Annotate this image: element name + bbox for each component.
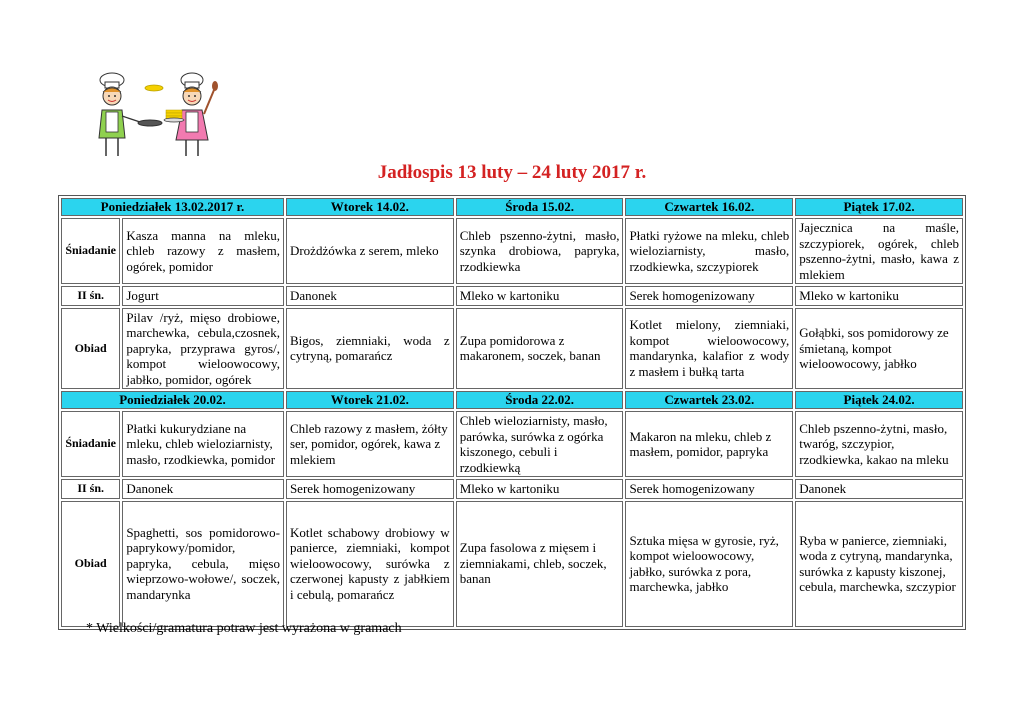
day-header: Czwartek 16.02. <box>625 198 793 216</box>
day-header: Poniedziałek 20.02. <box>61 391 284 409</box>
menu-cell: Drożdżówka z serem, mleko <box>286 218 454 284</box>
row-label-breakfast: Śniadanie <box>61 218 120 284</box>
menu-cell: Płatki ryżowe na mleku, chleb wieloziarnisty, masło, rzodkiewka, szczypiorek <box>625 218 793 284</box>
menu-cell: Mleko w kartoniku <box>456 286 624 306</box>
day-header: Wtorek 21.02. <box>286 391 454 409</box>
menu-cell: Makaron na mleku, chleb z masłem, pomidor, papryka <box>625 411 793 477</box>
menu-cell: Danonek <box>795 479 963 499</box>
menu-cell: Chleb pszenno-żytni, masło, twaróg, szczypior, rzodkiewka, kakao na mleku <box>795 411 963 477</box>
menu-cell: Zupa pomidorowa z makaronem, soczek, banan <box>456 308 624 390</box>
menu-cell: Chleb wieloziarnisty, masło, parówka, surówka z ogórka kiszonego, cebuli i rzodkiewką <box>456 411 624 477</box>
week1-header-row <box>61 198 963 216</box>
day-header: Wtorek 14.02. <box>286 198 454 216</box>
row-label-lunch: Obiad <box>61 308 120 390</box>
menu-cell: Serek homogenizowany <box>625 286 793 306</box>
menu-cell: Jogurt <box>122 286 284 306</box>
week2-second-breakfast-row <box>61 479 963 499</box>
week1-lunch-row <box>61 308 963 390</box>
menu-cell: Mleko w kartoniku <box>795 286 963 306</box>
row-label-lunch: Obiad <box>61 501 120 627</box>
menu-cell: Bigos, ziemniaki, woda z cytryną, pomarańcz <box>286 308 454 390</box>
week2-lunch-row <box>61 501 963 627</box>
menu-cell: Kotlet schabowy drobiowy w panierce, ziemniaki, kompot wieloowocowy, surówka z czerwonej kapusty z jabłkiem i cebulą, pomarańcz <box>286 501 454 627</box>
day-header: Poniedziałek 13.02.2017 r. <box>61 198 284 216</box>
menu-cell: Sztuka mięsa w gyrosie, ryż, kompot wieloowocowy, jabłko, surówka z pora, marchewka, jabłko <box>625 501 793 627</box>
week2-header-row <box>61 391 963 409</box>
menu-cell: Kotlet mielony, ziemniaki, kompot wieloowocowy, mandarynka, kalafior z wody z masłem i bułką tarta <box>625 308 793 390</box>
day-header: Czwartek 23.02. <box>625 391 793 409</box>
row-label-second-breakfast: II śn. <box>61 479 120 499</box>
menu-cell: Danonek <box>122 479 284 499</box>
cartoon-chefs-cooking-icon <box>92 70 232 162</box>
day-header: Piątek 17.02. <box>795 198 963 216</box>
menu-cell: Ryba w panierce, ziemniaki, woda z cytryną, mandarynka, surówka z kapusty kiszonej, cebula, marchewka, szczypior <box>795 501 963 627</box>
menu-cell: Płatki kukurydziane na mleku, chleb wieloziarnisty, masło, rzodkiewka, pomidor <box>122 411 284 477</box>
week1-second-breakfast-row <box>61 286 963 306</box>
footnote: * Wielkości/gramatura potraw jest wyrażona w gramach <box>86 621 402 636</box>
row-label-second-breakfast: II śn. <box>61 286 120 306</box>
day-header: Środa 22.02. <box>456 391 624 409</box>
row-label-breakfast: Śniadanie <box>61 411 120 477</box>
menu-cell: Serek homogenizowany <box>625 479 793 499</box>
menu-cell: Gołąbki, sos pomidorowy ze śmietaną, kompot wieloowocowy, jabłko <box>795 308 963 390</box>
menu-cell: Spaghetti, sos pomidorowo-paprykowy/pomidor, papryka, cebula, mięso wieprzowo-wołowe/, soczek, mandarynka <box>122 501 284 627</box>
week1-breakfast-row <box>61 218 963 284</box>
menu-cell: Mleko w kartoniku <box>456 479 624 499</box>
page-title: Jadłospis 13 luty – 24 luty 2017 r. <box>377 162 647 183</box>
menu-cell: Kasza manna na mleku, chleb razowy z masłem, ogórek, pomidor <box>122 218 284 284</box>
day-header: Środa 15.02. <box>456 198 624 216</box>
menu-cell: Zupa fasolowa z mięsem i ziemniakami, chleb, soczek, banan <box>456 501 624 627</box>
menu-cell: Chleb razowy z masłem, żółty ser, pomidor, ogórek, kawa z mlekiem <box>286 411 454 477</box>
day-header: Piątek 24.02. <box>795 391 963 409</box>
menu-cell: Danonek <box>286 286 454 306</box>
menu-cell: Serek homogenizowany <box>286 479 454 499</box>
menu-cell: Pilav /ryż, mięso drobiowe, marchewka, cebula,czosnek, papryka, przyprawa gyros/, kompot wieloowocowy, jabłko, pomidor, ogórek <box>122 308 284 390</box>
menu-cell: Chleb pszenno-żytni, masło, szynka drobiowa, papryka, rzodkiewka <box>456 218 624 284</box>
menu-table <box>58 195 966 630</box>
menu-cell: Jajecznica na maśle, szczypiorek, ogórek, chleb pszenno-żytni, masło, kawa z mlekiem <box>795 218 963 284</box>
week2-breakfast-row <box>61 411 963 477</box>
